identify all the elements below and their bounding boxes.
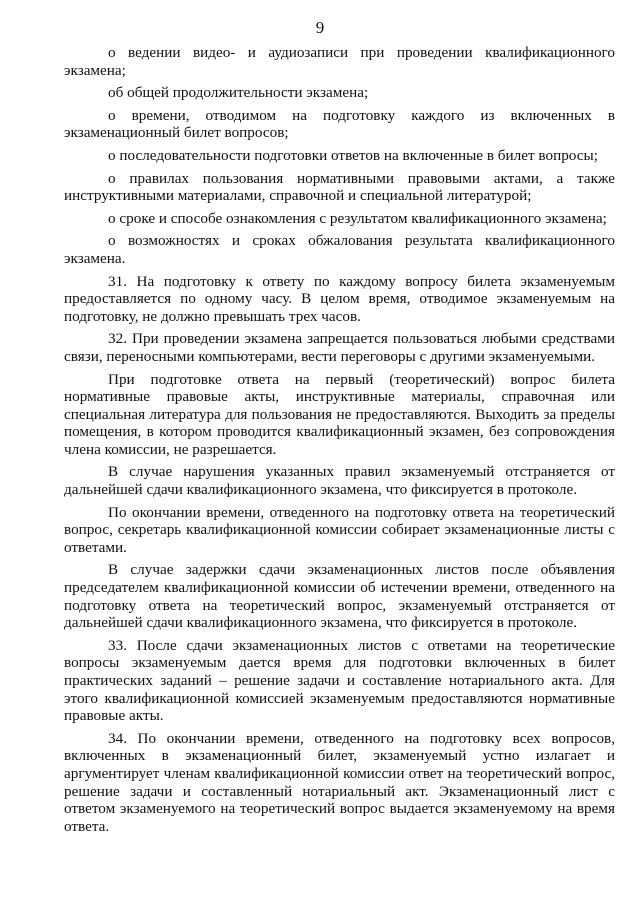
paragraph-result-notice: о сроке и способе ознакомления с результатом квалификационного экзамена; bbox=[108, 209, 607, 227]
paragraph-item-33: 33. После сдачи экзаменационных листов с ответами на теоретические вопросы экзаменуемым дается время для подготовки включенных в билет практических заданий – решение задачи и составление нотариального акта. Для этого квалификационной комиссией экзаменуемым предоставляются нормативные правовые акты. bbox=[64, 636, 615, 725]
paragraph-question-time: о времени, отводимом на подготовку каждого из включенных в экзаменационный билет вопросов; bbox=[64, 106, 615, 142]
paragraph-item-32: 32. При проведении экзамена запрещается пользоваться любыми средствами связи, переносными компьютерами, вести переговоры с другими экзаменуемыми. bbox=[64, 330, 615, 365]
paragraph-item-34: 34. По окончании времени, отведенного на подготовку всех вопросов, включенных в экзаменационный билет, экзаменуемый устно излагает и аргументирует членам квалификационной комиссии ответ на теоретический вопрос, решение задачи и составленный нотариальный акт. Экзаменационный лист с ответом экзаменуемого на теоретический вопрос выдается экзаменуемому на время ответа. bbox=[64, 729, 615, 835]
paragraph-delay: В случае задержки сдачи экзаменационных листов после объявления председателем квалификационной комиссии об истечении времени, отведенного на подготовку ответа на теоретический вопрос, экзаменуемый отстраняется от дальнейшей сдачи квалификационного экзамена, что фиксируется в протоколе. bbox=[64, 561, 615, 632]
paragraph-exam-duration: об общей продолжительности экзамена; bbox=[108, 84, 369, 102]
page-number: 9 bbox=[315, 18, 325, 37]
paragraph-item-31: 31. На подготовку к ответу по каждому вопросу билета экзаменуемым предоставляется по одному часу. В целом время, отводимое экзаменуемым на подготовку, не должно превышать трех часов. bbox=[64, 272, 615, 325]
paragraph-answer-order: о последовательности подготовки ответов на включенные в билет вопросы; bbox=[108, 146, 598, 164]
paragraph-sheet-collection: По окончании времени, отведенного на подготовку ответа на теоретический вопрос, секретарь квалификационной комиссии собирает экзаменационные листы с ответами. bbox=[64, 503, 615, 556]
paragraph-reference-rules: о правилах пользования нормативными правовыми актами, а также инструктивными материалами, справочной и специальной литературой; bbox=[64, 169, 615, 205]
paragraph-theory-preparation: При подготовке ответа на первый (теоретический) вопрос билета нормативные правовые акты, инструктивные материалы, справочная или специальная литература для пользования не предоставляются. Выходить за пределы помещения, в котором проводится квалификационный экзамен, без сопровождения члена комиссии, не разрешается. bbox=[64, 370, 615, 458]
paragraph-violation: В случае нарушения указанных правил экзаменуемый отстраняется от дальнейшей сдачи квалификационного экзамена, что фиксируется в протоколе. bbox=[64, 463, 615, 499]
document-body bbox=[64, 44, 615, 840]
paragraph-video-recording: о ведении видео- и аудиозаписи при проведении квалификационного экзамена; bbox=[64, 44, 615, 79]
paragraph-appeal: о возможностях и сроках обжалования результата квалификационного экзамена. bbox=[64, 232, 615, 267]
